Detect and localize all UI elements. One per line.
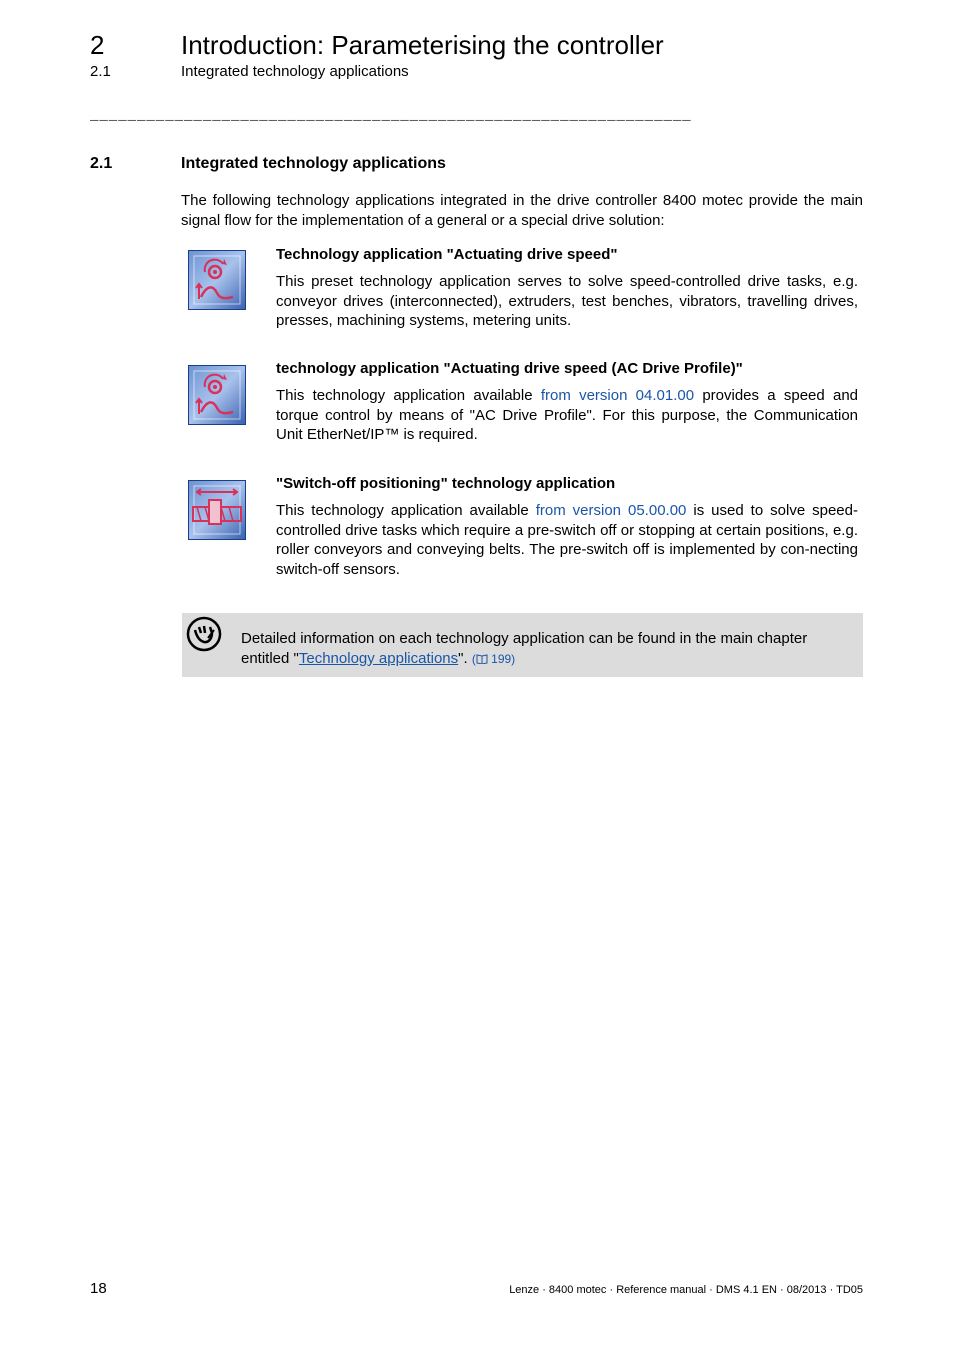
positioning-icon (188, 480, 246, 540)
application-text-3-after: is used to solve speed-controlled drive tasks which require a pre-switch off or stopping at certain positions, e.g. roller conveyors and conveying belts. The pre-switch off is implemented by con-necting switch-off sensors. (276, 502, 858, 578)
section-number: 2.1 (90, 155, 113, 172)
book-icon (476, 654, 488, 664)
page-reference-number: 199) (487, 651, 516, 666)
version-link-05[interactable]: from version 05.00.00 (535, 502, 687, 519)
page-reference[interactable] (472, 652, 515, 666)
application-text-2-before: This technology application available (276, 387, 541, 404)
application-text-2 (276, 386, 858, 445)
speed-control-icon (188, 250, 246, 310)
note-box (182, 613, 863, 677)
header-separator: ________________________________________________________________ (90, 110, 692, 122)
chapter-number: 2 (90, 30, 105, 60)
speed-control-icon (188, 365, 246, 425)
note-text (241, 629, 853, 669)
header-section-number: 2.1 (90, 63, 111, 80)
section-heading: Integrated technology applications (181, 155, 446, 172)
application-text-3 (276, 501, 858, 579)
footer-doc-info: Lenze · 8400 motec · Reference manual · DMS 4.1 EN · 08/2013 · TD05 (509, 1284, 863, 1296)
header-section-title: Integrated technology applications (181, 63, 409, 80)
note-text-before: Detailed information on each technology application can be found in the main chapter entitled " (241, 630, 808, 667)
note-text-after: ". (458, 649, 472, 667)
application-title-3: "Switch-off positioning" technology application (276, 475, 616, 492)
section-intro: The following technology applications integrated in the drive controller 8400 motec provide the main signal flow for the implementation of a general or a special drive solution: (181, 192, 863, 229)
chapter-title: Introduction: Parameterising the controller (181, 30, 664, 60)
application-text-2-after: provides a speed and torque control by means of "AC Drive Profile". For this purpose, the Communication Unit EtherNet/IP™ is required. (276, 387, 859, 443)
page-number: 18 (90, 1280, 107, 1297)
version-link-04[interactable]: from version 04.01.00 (540, 387, 695, 404)
application-title-2: technology application "Actuating drive speed (AC Drive Profile)" (276, 360, 743, 377)
application-text-1: This preset technology application serves to solve speed-controlled drive tasks, e.g. conveyor drives (interconnected), extruders, test benches, vibrators, travelling drives, presses, machining systems, metering units. (276, 273, 858, 329)
tip-hand-icon (186, 616, 222, 652)
page-reference-open: ( (471, 651, 476, 666)
technology-applications-link[interactable]: Technology applications (298, 649, 459, 667)
application-text-3-before: This technology application available (276, 502, 536, 519)
application-title-1: Technology application "Actuating drive speed" (276, 246, 618, 263)
